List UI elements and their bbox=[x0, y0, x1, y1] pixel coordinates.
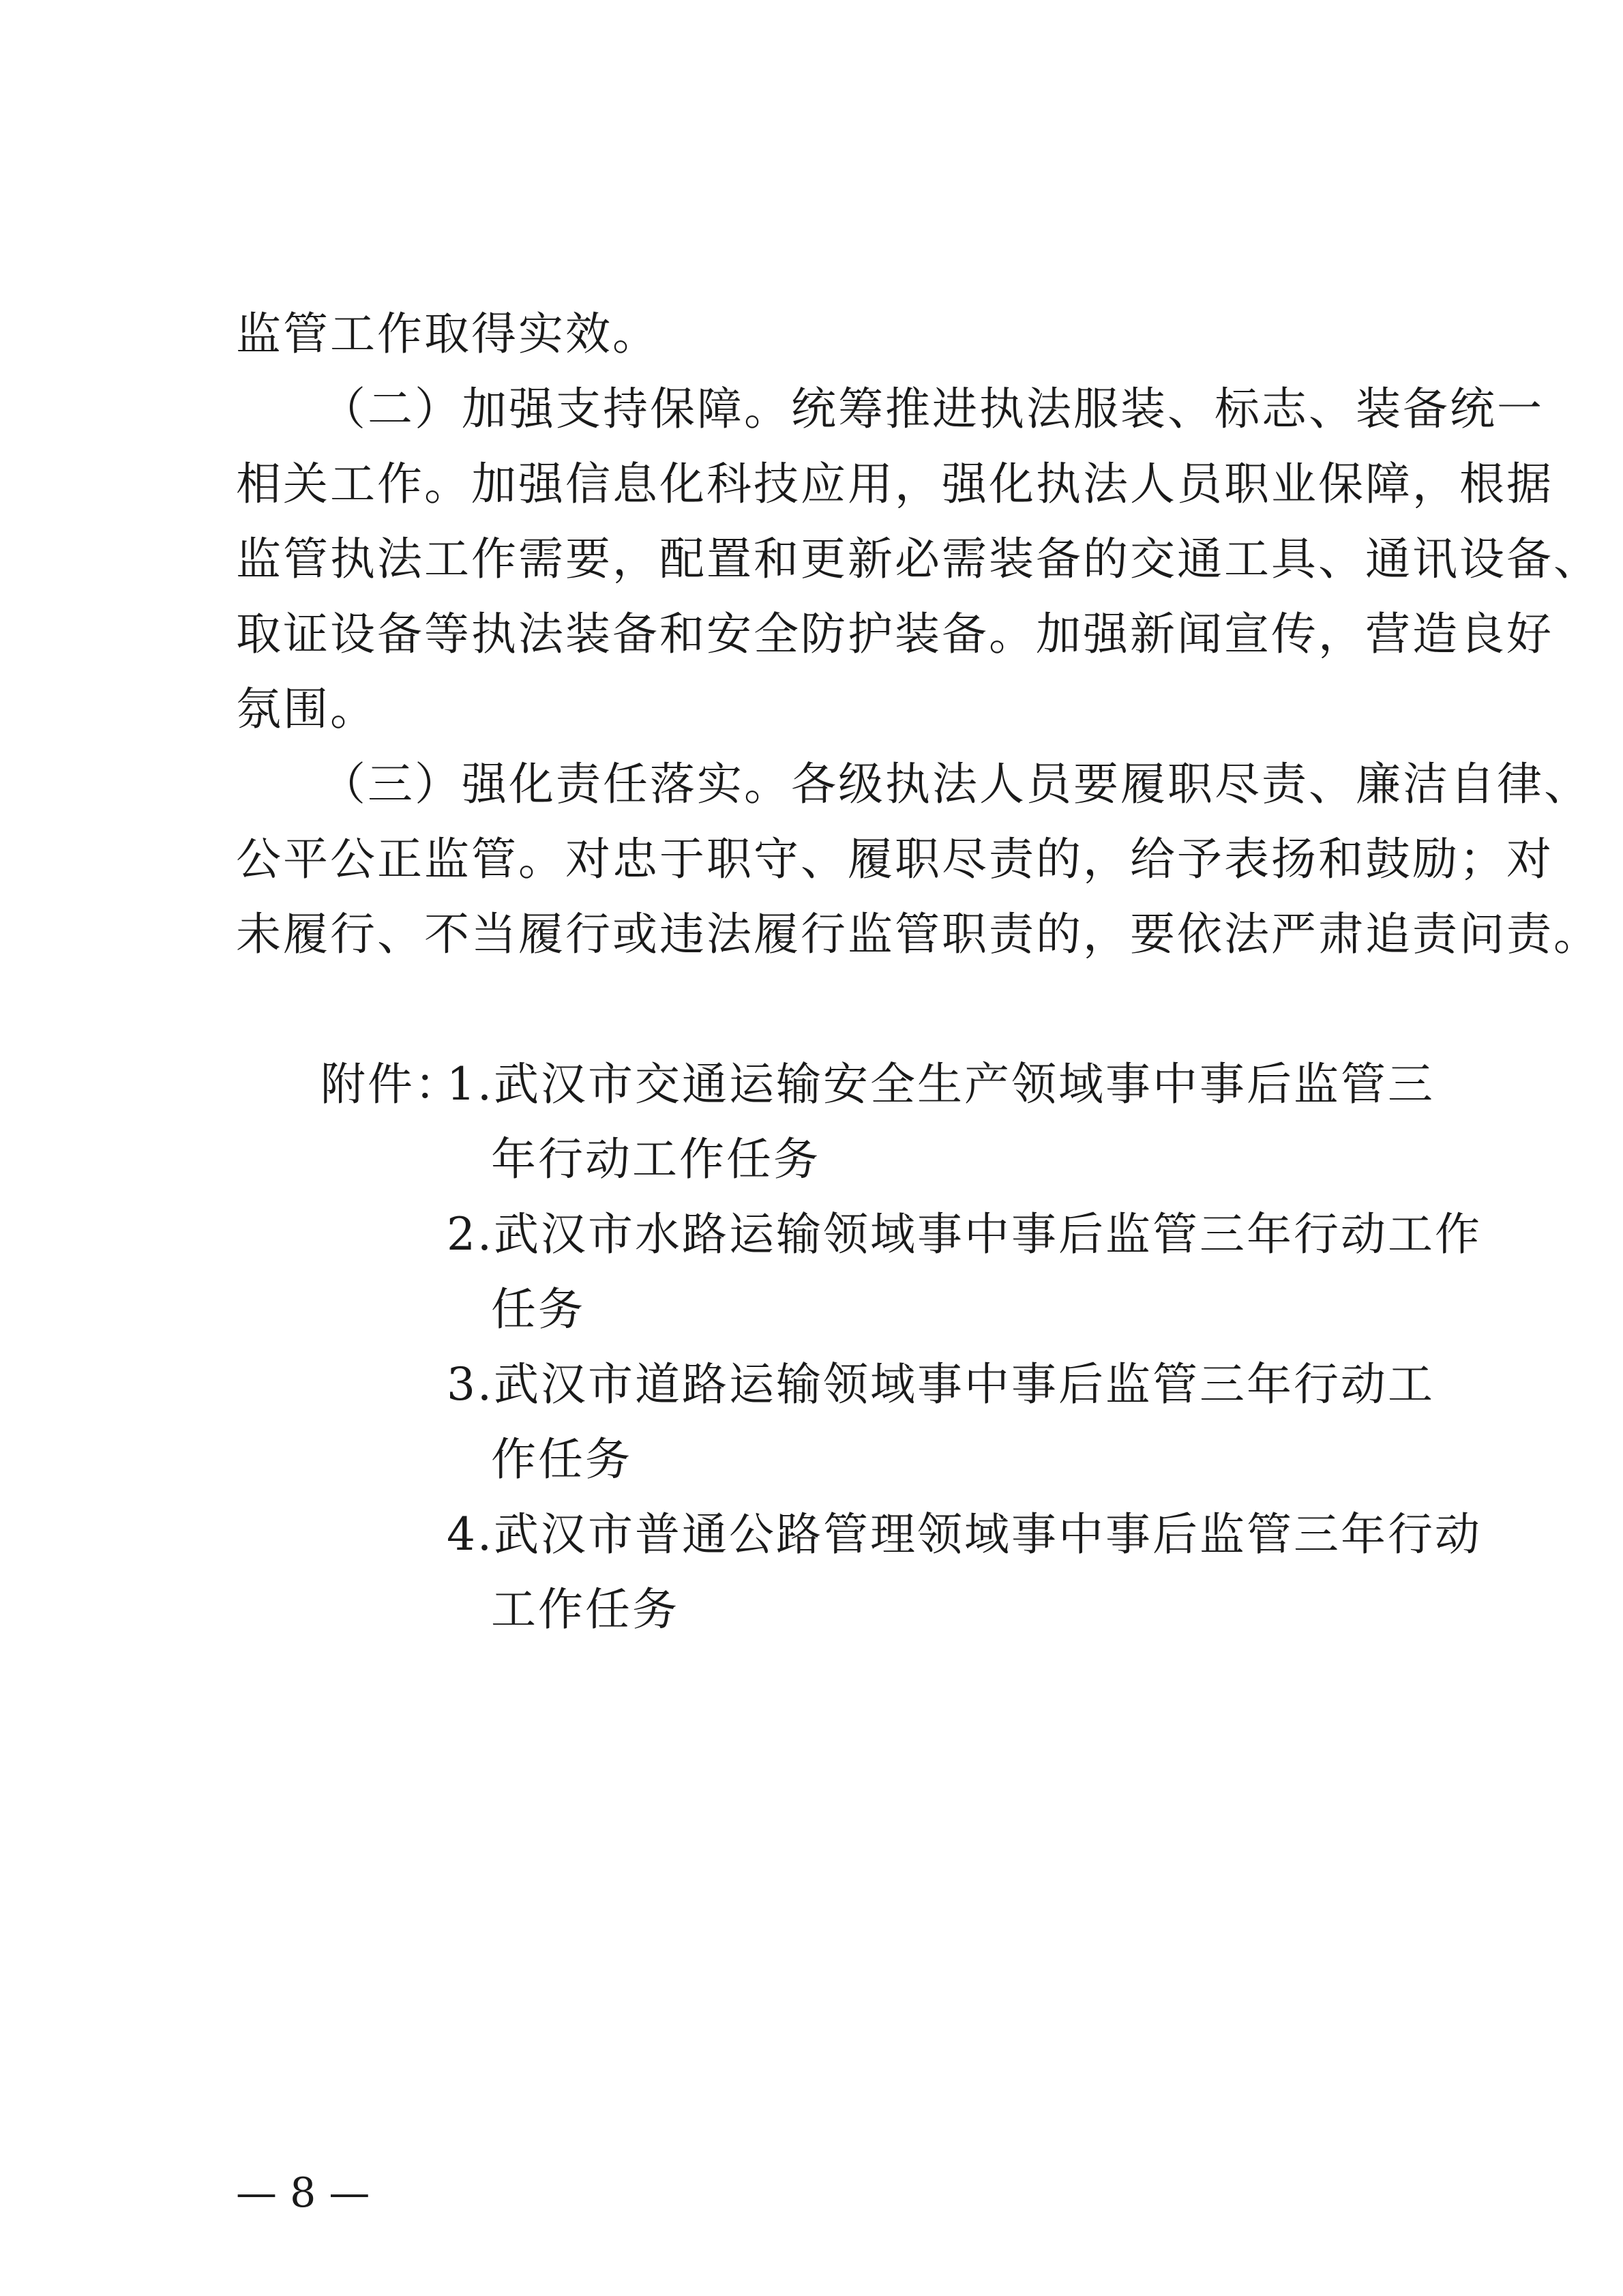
attachment-4-line-2: 工作任务 bbox=[491, 1583, 679, 1636]
paragraph-line-9: 未 履 行 、 不 当 履 行 或 违 法 履 行 监 管 职 责 的 ， 要 依 法 严 肃 追 责 问 责 。 bbox=[236, 908, 1600, 960]
paragraph-line-8: 公 平 公 正 监 管 。 对 忠 于 职 守 、 履 职 尽 责 的 ， 给 予 表 扬 和 鼓 励 ； 对 bbox=[236, 833, 1553, 885]
page-number: — 8 — bbox=[236, 2169, 370, 2217]
paragraph-line-3: 相 关 工 作 。 加 强 信 息 化 科 技 应 用 ， 强 化 执 法 人 员 职 业 保 障 ， 根 据 bbox=[236, 458, 1553, 510]
paragraph-line-2: （ 二 ） 加 强 支 持 保 障 。 统 筹 推 进 执 法 服 装 、 标 志 、 装 备 统 一 bbox=[321, 383, 1544, 435]
paragraph-line-5: 取 证 设 备 等 执 法 装 备 和 安 全 防 护 装 备 。 加 强 新 闻 宣 传 ， 营 造 良 好 bbox=[236, 608, 1553, 660]
attachment-3-line-2: 作任务 bbox=[491, 1433, 632, 1486]
attachments-label: 附件： bbox=[321, 1058, 462, 1110]
paragraph-line-6: 氛围。 bbox=[236, 683, 377, 735]
attachment-2-line-2: 任务 bbox=[491, 1283, 585, 1336]
attachment-2-line-1: 2.武汉市水路运输领域事中事后监管三年行动工作 bbox=[447, 1208, 1482, 1261]
attachment-3-line-1: 3.武汉市道路运输领域事中事后监管三年行动工 bbox=[447, 1358, 1435, 1411]
attachment-1-line-1: 1.武汉市交通运输安全生产领域事中事后监管三 bbox=[447, 1058, 1435, 1110]
attachment-4-line-1: 4.武汉市普通公路管理领域事中事后监管三年行动 bbox=[447, 1508, 1482, 1561]
attachment-1-line-2: 年行动工作任务 bbox=[491, 1133, 820, 1186]
paragraph-line-7: （ 三 ） 强 化 责 任 落 实 。 各 级 执 法 人 员 要 履 职 尽 责 、 廉 洁 自 律 、 bbox=[321, 758, 1591, 810]
paragraph-line-4: 监 管 执 法 工 作 需 要 ， 配 置 和 更 新 必 需 装 备 的 交 通 工 具 、 通 讯 设 备 、 bbox=[236, 533, 1600, 585]
paragraph-line-1: 监管工作取得实效。 bbox=[236, 308, 659, 360]
